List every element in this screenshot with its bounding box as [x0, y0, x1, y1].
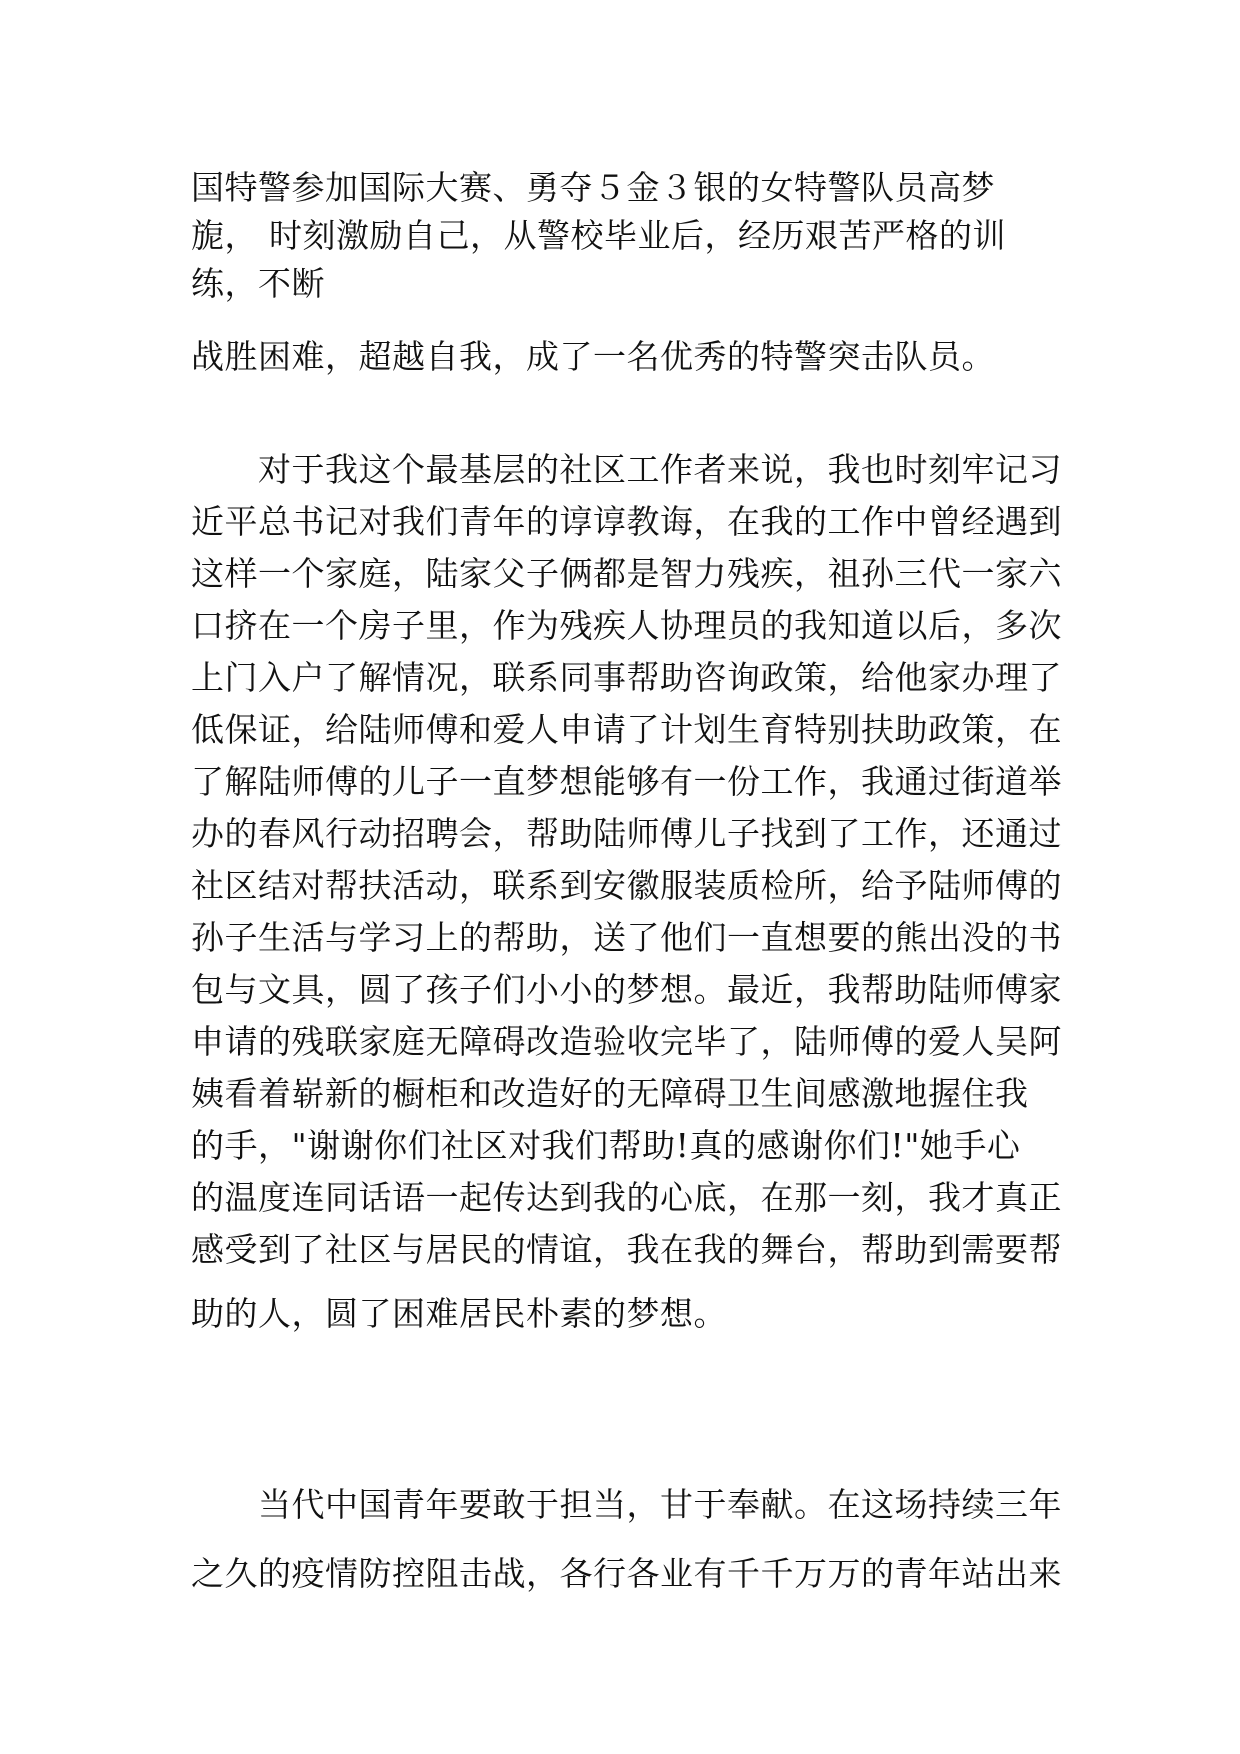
text-line: 的温度连同话语一起传达到我的心底，在那一刻，我才真正 — [191, 1178, 1062, 1217]
text-line: 国特警参加国际大赛、勇夺５金３银的女特警队员高梦 — [191, 168, 995, 207]
text-line: 助的人，圆了困难居民朴素的梦想。 — [191, 1294, 727, 1333]
text-line: 包与文具，圆了孩子们小小的梦想。最近，我帮助陆师傅家 — [191, 970, 1062, 1009]
text-line: 了解陆师傅的儿子一直梦想能够有一份工作，我通过街道举 — [191, 762, 1062, 801]
paragraph-first-line: 当代中国青年要敢于担当，甘于奉献。在这场持续三年 — [258, 1485, 1062, 1524]
text-line: 战胜困难，超越自我，成了一名优秀的特警突击队员。 — [191, 337, 995, 376]
text-line: 练，不断 — [191, 264, 325, 303]
text-line: 这样一个家庭，陆家父子俩都是智力残疾，祖孙三代一家六 — [191, 554, 1062, 593]
text-line: 的手，"谢谢你们社区对我们帮助!真的感谢你们!"她手心 — [191, 1126, 1021, 1165]
text-line: 感受到了社区与居民的情谊，我在我的舞台，帮助到需要帮 — [191, 1230, 1062, 1269]
text-line: 上门入户了解情况，联系同事帮助咨询政策，给他家办理了 — [191, 658, 1062, 697]
paragraph-first-line: 对于我这个最基层的社区工作者来说，我也时刻牢记习 — [258, 450, 1062, 489]
text-line: 之久的疫情防控阻击战，各行各业有千千万万的青年站出来 — [191, 1554, 1062, 1593]
text-line: 口挤在一个房子里，作为残疾人协理员的我知道以后，多次 — [191, 606, 1062, 645]
text-line: 社区结对帮扶活动，联系到安徽服装质检所，给予陆师傅的 — [191, 866, 1062, 905]
text-line: 低保证，给陆师傅和爱人申请了计划生育特别扶助政策，在 — [191, 710, 1062, 749]
text-line: 办的春风行动招聘会，帮助陆师傅儿子找到了工作，还通过 — [191, 814, 1062, 853]
text-line: 近平总书记对我们青年的谆谆教诲，在我的工作中曾经遇到 — [191, 502, 1062, 541]
text-line: 旎， 时刻激励自己，从警校毕业后，经历艰苦严格的训 — [191, 216, 1006, 255]
text-line: 孙子生活与学习上的帮助，送了他们一直想要的熊出没的书 — [191, 918, 1062, 957]
text-line: 姨看着崭新的橱柜和改造好的无障碍卫生间感激地握住我 — [191, 1074, 1029, 1113]
text-line: 申请的残联家庭无障碍改造验收完毕了，陆师傅的爱人吴阿 — [191, 1022, 1062, 1061]
